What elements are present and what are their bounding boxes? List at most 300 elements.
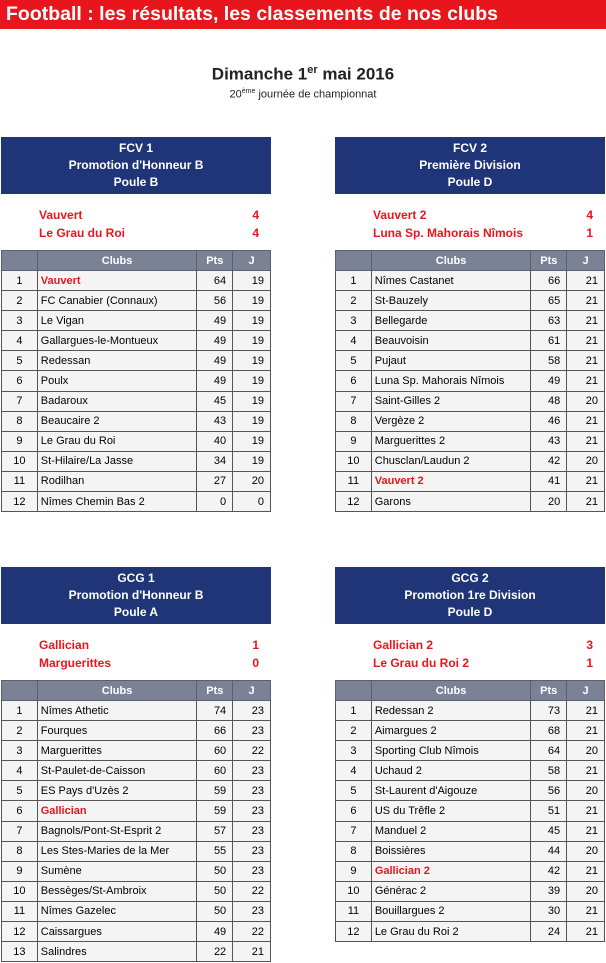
j-header: J [233, 251, 271, 271]
club-cell: Vauvert 2 [371, 471, 531, 491]
j-cell: 21 [567, 492, 605, 512]
table-row [2, 701, 271, 721]
rank-cell: 12 [336, 492, 372, 512]
pts-cell: 74 [197, 701, 233, 721]
j-cell: 23 [233, 821, 271, 841]
table-row [336, 311, 605, 331]
table-row [2, 861, 271, 881]
pts-cell: 43 [197, 411, 233, 431]
pts-cell: 64 [531, 741, 567, 761]
match-result [335, 624, 605, 680]
club-cell: Badaroux [37, 391, 197, 411]
club-cell: Le Vigan [37, 311, 197, 331]
j-cell: 19 [233, 371, 271, 391]
j-cell: 22 [233, 741, 271, 761]
standings-table [1, 680, 271, 962]
rank-cell: 8 [2, 841, 38, 861]
j-cell: 21 [567, 371, 605, 391]
club-cell: Bellegarde [371, 311, 531, 331]
rank-cell: 3 [2, 311, 38, 331]
club-cell: Bessèges/St-Ambroix [37, 881, 197, 901]
j-cell: 21 [567, 311, 605, 331]
club-cell: Salindres [37, 942, 197, 962]
match-result [335, 194, 605, 250]
club-cell: Redessan [37, 351, 197, 371]
table-row [336, 271, 605, 291]
j-cell: 19 [233, 451, 271, 471]
rank-cell: 11 [336, 901, 372, 921]
table-row [336, 861, 605, 881]
table-row [2, 841, 271, 861]
pts-cell: 43 [531, 431, 567, 451]
j-cell: 21 [567, 701, 605, 721]
result-row [373, 207, 593, 223]
club-cell: Uchaud 2 [371, 761, 530, 781]
table-row [2, 371, 271, 391]
j-cell: 23 [233, 901, 271, 921]
rank-cell: 7 [2, 391, 38, 411]
j-cell: 20 [567, 391, 605, 411]
rank-cell: 4 [336, 761, 372, 781]
j-cell: 19 [233, 431, 271, 451]
pts-cell: 59 [197, 781, 233, 801]
pts-cell: 42 [531, 451, 567, 471]
club-cell: Bagnols/Pont-St-Esprit 2 [37, 821, 197, 841]
division-name: Promotion d'Honneur B [68, 588, 204, 602]
club-cell: Garons [371, 492, 531, 512]
club-cell: Les Stes-Maries de la Mer [37, 841, 197, 861]
club-cell: Nîmes Castanet [371, 271, 531, 291]
rank-cell: 2 [336, 721, 372, 741]
table-row [2, 922, 271, 942]
rank-cell: 6 [336, 801, 372, 821]
pts-cell: 60 [197, 741, 233, 761]
j-cell: 19 [233, 391, 271, 411]
table-row [2, 351, 271, 371]
pts-cell: 34 [197, 451, 233, 471]
club-cell: Nîmes Chemin Bas 2 [37, 492, 197, 512]
result-score: 3 [586, 638, 593, 652]
table-row [2, 291, 271, 311]
j-cell: 21 [567, 721, 605, 741]
table-row [336, 821, 605, 841]
j-cell: 19 [233, 411, 271, 431]
block-header [335, 137, 605, 194]
rank-cell: 7 [2, 821, 38, 841]
result-score: 4 [586, 208, 593, 222]
j-cell: 19 [233, 311, 271, 331]
club-cell: Générac 2 [371, 881, 530, 901]
j-cell: 20 [567, 741, 605, 761]
club-cell: Beauvoisin [371, 331, 531, 351]
club-cell: St-Laurent d'Aigouze [371, 781, 530, 801]
result-score: 0 [252, 656, 259, 670]
pts-cell: 49 [197, 351, 233, 371]
club-cell: US du Trêfle 2 [371, 801, 530, 821]
j-cell: 23 [233, 861, 271, 881]
rank-cell: 2 [2, 291, 38, 311]
table-row [2, 431, 271, 451]
clubs-header: Clubs [37, 681, 197, 701]
j-cell: 20 [567, 841, 605, 861]
result-row [39, 207, 259, 223]
pts-cell: 60 [197, 761, 233, 781]
club-cell: Manduel 2 [371, 821, 530, 841]
pts-cell: 49 [197, 331, 233, 351]
pts-cell: 68 [531, 721, 567, 741]
club-cell: Beaucaire 2 [37, 411, 197, 431]
j-cell: 21 [567, 801, 605, 821]
j-cell: 22 [233, 922, 271, 942]
pts-cell: 50 [197, 861, 233, 881]
result-row [39, 225, 259, 241]
rank-header [336, 251, 372, 271]
result-team: Luna Sp. Mahorais Nîmois [373, 226, 524, 240]
rank-cell: 9 [2, 431, 38, 451]
rank-header [336, 681, 372, 701]
pts-cell: 64 [197, 271, 233, 291]
j-cell: 19 [233, 271, 271, 291]
pts-header: Pts [531, 251, 567, 271]
pts-cell: 45 [197, 391, 233, 411]
table-row [336, 922, 605, 942]
result-score: 1 [586, 656, 593, 670]
standings-table [335, 680, 605, 942]
block-header [1, 137, 271, 194]
table-row [2, 761, 271, 781]
table-row [336, 471, 605, 491]
j-cell: 21 [567, 761, 605, 781]
pts-header: Pts [197, 681, 233, 701]
club-cell: Luna Sp. Mahorais Nîmois [371, 371, 531, 391]
table-row [2, 311, 271, 331]
table-header-row [2, 681, 271, 701]
club-cell: FC Canabier (Connaux) [37, 291, 197, 311]
division-name: Promotion d'Honneur B [68, 158, 204, 172]
team-name: GCG 2 [451, 571, 489, 585]
table-row [336, 901, 605, 921]
pts-cell: 58 [531, 761, 567, 781]
rank-header [2, 251, 38, 271]
result-score: 4 [252, 208, 259, 222]
j-cell: 20 [567, 881, 605, 901]
club-cell: Marguerittes 2 [371, 431, 531, 451]
poule-name: Poule D [447, 605, 493, 619]
rank-cell: 7 [336, 391, 372, 411]
pts-cell: 42 [531, 861, 567, 881]
club-cell: Vauvert [37, 271, 197, 291]
j-cell: 20 [567, 781, 605, 801]
pts-cell: 57 [197, 821, 233, 841]
club-cell: Le Grau du Roi 2 [371, 922, 530, 942]
pts-cell: 48 [531, 391, 567, 411]
pts-cell: 56 [197, 291, 233, 311]
rank-cell: 11 [2, 471, 38, 491]
pts-cell: 66 [197, 721, 233, 741]
result-team: Gallician [39, 638, 90, 652]
club-cell: Gallargues-le-Montueux [37, 331, 197, 351]
matchday-label: 20ème journée de championnat [229, 88, 377, 101]
j-header: J [567, 681, 605, 701]
club-cell: Saint-Gilles 2 [371, 391, 531, 411]
club-cell: Aimargues 2 [371, 721, 530, 741]
club-cell: ES Pays d'Uzès 2 [37, 781, 197, 801]
j-header: J [233, 681, 271, 701]
rank-cell: 6 [2, 801, 38, 821]
table-row [336, 371, 605, 391]
rank-cell: 2 [336, 291, 372, 311]
pts-cell: 46 [531, 411, 567, 431]
j-cell: 20 [567, 451, 605, 471]
result-team: Marguerittes [39, 656, 112, 670]
table-row [2, 801, 271, 821]
table-row [336, 761, 605, 781]
table-row [2, 741, 271, 761]
table-row [336, 881, 605, 901]
club-block [335, 567, 605, 942]
rank-cell: 3 [336, 311, 372, 331]
standings-table [335, 250, 605, 512]
club-cell: Boissières [371, 841, 530, 861]
match-result [1, 624, 271, 680]
match-date: Dimanche 1er mai 2016 [211, 64, 395, 84]
rank-cell: 8 [336, 841, 372, 861]
j-cell: 21 [567, 291, 605, 311]
team-name: FCV 2 [452, 141, 487, 155]
table-row [336, 451, 605, 471]
pts-cell: 20 [531, 492, 567, 512]
block-header [1, 567, 271, 624]
j-cell: 23 [233, 761, 271, 781]
rank-cell: 12 [336, 922, 372, 942]
pts-header: Pts [197, 251, 233, 271]
table-row [336, 721, 605, 741]
rank-cell: 4 [2, 331, 38, 351]
pts-cell: 45 [531, 821, 567, 841]
rank-cell: 10 [2, 881, 38, 901]
pts-cell: 49 [197, 922, 233, 942]
club-cell: Redessan 2 [371, 701, 530, 721]
j-cell: 23 [233, 841, 271, 861]
rank-cell: 5 [2, 351, 38, 371]
pts-cell: 56 [531, 781, 567, 801]
rank-cell: 5 [336, 351, 372, 371]
table-row [336, 841, 605, 861]
result-row [373, 225, 593, 241]
table-row [2, 492, 271, 512]
rank-cell: 11 [336, 471, 372, 491]
team-name: FCV 1 [118, 141, 153, 155]
club-cell: Marguerittes [37, 741, 197, 761]
pts-cell: 49 [531, 371, 567, 391]
club-cell: Fourques [37, 721, 197, 741]
pts-cell: 65 [531, 291, 567, 311]
j-cell: 19 [233, 351, 271, 371]
j-cell: 21 [567, 431, 605, 451]
j-cell: 22 [233, 881, 271, 901]
pts-cell: 49 [197, 371, 233, 391]
pts-cell: 0 [197, 492, 233, 512]
table-row [336, 701, 605, 721]
pts-cell: 63 [531, 311, 567, 331]
club-cell: Le Grau du Roi [37, 431, 197, 451]
rank-cell: 3 [2, 741, 38, 761]
rank-cell: 12 [2, 922, 38, 942]
table-row [2, 411, 271, 431]
result-row [373, 637, 593, 653]
poule-name: Poule B [113, 175, 159, 189]
table-row [336, 431, 605, 451]
table-row [2, 471, 271, 491]
table-row [336, 492, 605, 512]
rank-cell: 10 [2, 451, 38, 471]
club-cell: St-Bauzely [371, 291, 531, 311]
pts-cell: 40 [197, 431, 233, 451]
table-header-row [2, 251, 271, 271]
rank-cell: 9 [336, 431, 372, 451]
pts-cell: 27 [197, 471, 233, 491]
club-cell: St-Hilaire/La Jasse [37, 451, 197, 471]
page-title: Football : les résultats, les classements de nos clubs [0, 0, 606, 29]
rank-cell: 4 [2, 761, 38, 781]
club-cell: Pujaut [371, 351, 531, 371]
pts-cell: 22 [197, 942, 233, 962]
pts-cell: 50 [197, 901, 233, 921]
clubs-header: Clubs [371, 681, 530, 701]
pts-cell: 66 [531, 271, 567, 291]
team-name: GCG 1 [117, 571, 155, 585]
match-result [1, 194, 271, 250]
rank-cell: 5 [2, 781, 38, 801]
j-header: J [567, 251, 605, 271]
rank-cell: 2 [2, 721, 38, 741]
club-cell: Bouillargues 2 [371, 901, 530, 921]
club-cell: St-Paulet-de-Caisson [37, 761, 197, 781]
result-team: Vauvert 2 [373, 208, 427, 222]
j-cell: 21 [567, 351, 605, 371]
table-row [2, 781, 271, 801]
club-cell: Vergèze 2 [371, 411, 531, 431]
block-header [335, 567, 605, 624]
pts-cell: 58 [531, 351, 567, 371]
table-row [2, 391, 271, 411]
rank-cell: 6 [336, 371, 372, 391]
result-team: Vauvert [39, 208, 83, 222]
table-row [336, 801, 605, 821]
pts-cell: 44 [531, 841, 567, 861]
rank-cell: 1 [2, 271, 38, 291]
table-row [2, 331, 271, 351]
pts-cell: 51 [531, 801, 567, 821]
j-cell: 21 [567, 901, 605, 921]
rank-cell: 7 [336, 821, 372, 841]
table-row [336, 391, 605, 411]
table-row [2, 881, 271, 901]
table-row [2, 721, 271, 741]
result-row [39, 637, 259, 653]
rank-cell: 5 [336, 781, 372, 801]
result-row [39, 655, 259, 671]
rank-cell: 9 [2, 861, 38, 881]
pts-cell: 41 [531, 471, 567, 491]
table-row [2, 451, 271, 471]
poule-name: Poule A [113, 605, 159, 619]
rank-cell: 10 [336, 451, 372, 471]
table-row [2, 901, 271, 921]
j-cell: 0 [233, 492, 271, 512]
j-cell: 21 [567, 821, 605, 841]
rank-cell: 3 [336, 741, 372, 761]
division-name: Première Division [419, 158, 521, 172]
rank-cell: 6 [2, 371, 38, 391]
pts-cell: 30 [531, 901, 567, 921]
rank-cell: 8 [336, 411, 372, 431]
clubs-header: Clubs [371, 251, 531, 271]
pts-cell: 61 [531, 331, 567, 351]
result-team: Le Grau du Roi 2 [373, 656, 470, 670]
rank-cell: 12 [2, 492, 38, 512]
result-score: 1 [586, 226, 593, 240]
table-row [2, 942, 271, 962]
pts-cell: 24 [531, 922, 567, 942]
rank-cell: 1 [2, 701, 38, 721]
j-cell: 21 [567, 922, 605, 942]
division-name: Promotion 1re Division [404, 588, 536, 602]
table-header-row [336, 681, 605, 701]
pts-cell: 59 [197, 801, 233, 821]
table-row [336, 351, 605, 371]
table-row [2, 821, 271, 841]
table-row [336, 411, 605, 431]
j-cell: 19 [233, 291, 271, 311]
club-cell: Rodilhan [37, 471, 197, 491]
rank-cell: 9 [336, 861, 372, 881]
result-team: Le Grau du Roi [39, 226, 126, 240]
table-row [336, 291, 605, 311]
table-row [2, 271, 271, 291]
rank-cell: 11 [2, 901, 38, 921]
rank-cell: 1 [336, 271, 372, 291]
club-cell: Sporting Club Nîmois [371, 741, 530, 761]
result-score: 1 [252, 638, 259, 652]
club-cell: Poulx [37, 371, 197, 391]
j-cell: 23 [233, 801, 271, 821]
club-block [335, 137, 605, 512]
club-cell: Sumène [37, 861, 197, 881]
j-cell: 21 [567, 411, 605, 431]
clubs-header: Clubs [37, 251, 197, 271]
j-cell: 21 [567, 271, 605, 291]
club-block [1, 567, 271, 962]
j-cell: 21 [567, 331, 605, 351]
result-team: Gallician 2 [373, 638, 434, 652]
club-cell: Nîmes Athetic [37, 701, 197, 721]
j-cell: 20 [233, 471, 271, 491]
result-row [373, 655, 593, 671]
pts-cell: 73 [531, 701, 567, 721]
poule-name: Poule D [447, 175, 493, 189]
standings-table [1, 250, 271, 512]
table-header-row [336, 251, 605, 271]
club-cell: Caissargues [37, 922, 197, 942]
j-cell: 21 [233, 942, 271, 962]
club-cell: Gallician 2 [371, 861, 530, 881]
club-cell: Gallician [37, 801, 197, 821]
pts-header: Pts [531, 681, 567, 701]
rank-cell: 4 [336, 331, 372, 351]
club-cell: Nîmes Gazelec [37, 901, 197, 921]
club-cell: Chusclan/Laudun 2 [371, 451, 531, 471]
